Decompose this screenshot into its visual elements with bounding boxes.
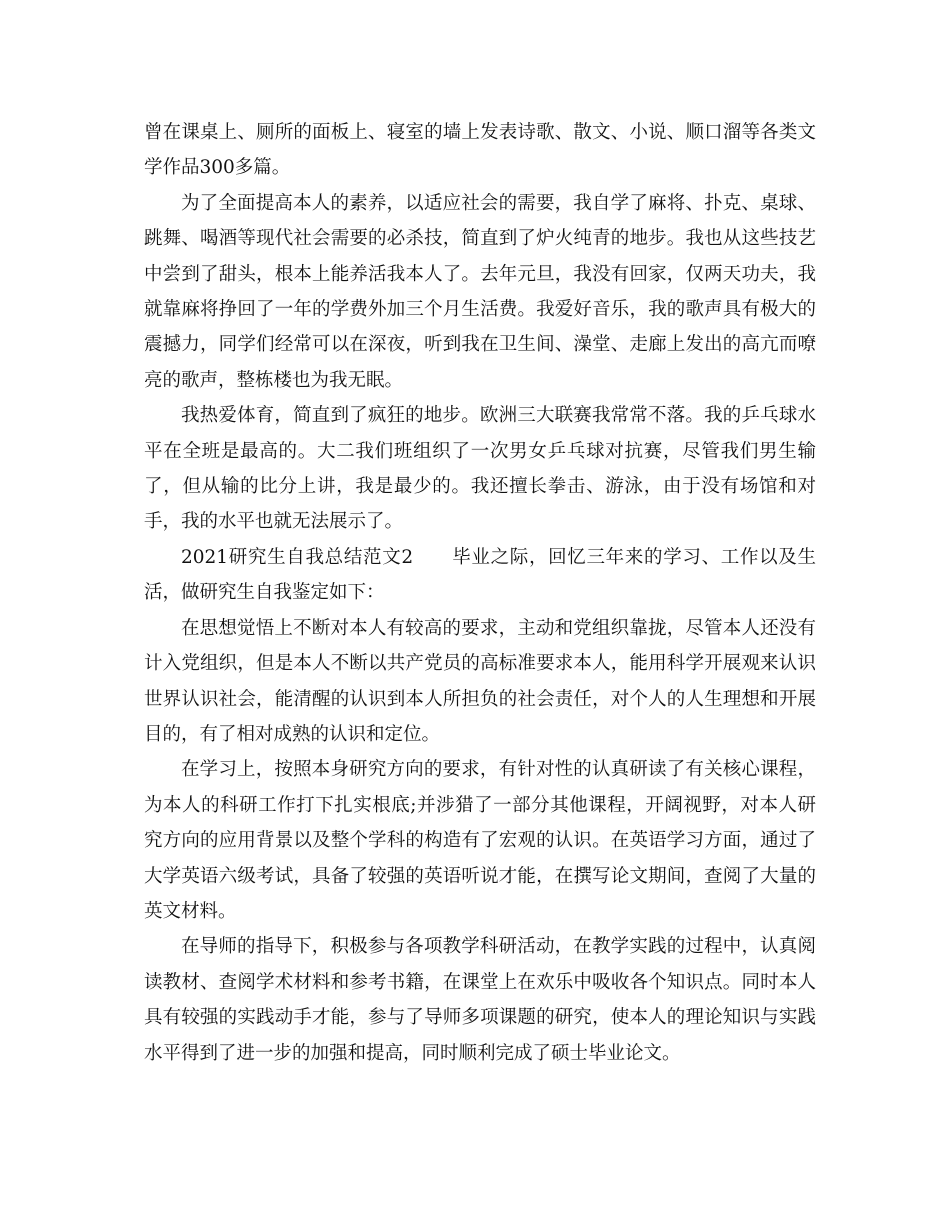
paragraph-5: 在思想觉悟上不断对本人有较高的要求，主动和党组织靠拢，尽管本人还没有计入党组织，但是本人不断以共产党员的高标准要求本人，能用科学开展观来认识世界认识社会，能清醒的认识到本人所担负的社会责任，对个人的人生理想和开展目的，有了相对成熟的认识和定位。	[144, 617, 816, 745]
document-body	[144, 115, 816, 1071]
paragraph-2: 为了全面提高本人的素养，以适应社会的需要，我自学了麻将、扑克、桌球、跳舞、喝酒等现代社会需要的必杀技，简直到了炉火纯青的地步。我也从这些技艺中尝到了甜头，根本上能养活我本人了。去年元旦，我没有回家，仅两天功夫，我就靠麻将挣回了一年的学费外加三个月生活费。我爱好音乐，我的歌声具有极大的震撼力，同学们经常可以在深夜，听到我在卫生间、澡堂、走廊上发出的高亢而嘹亮的歌声，整栋楼也为我无眠。	[144, 192, 816, 391]
paragraph-7: 在导师的指导下，积极参与各项教学科研活动，在教学实践的过程中，认真阅读教材、查阅学术材料和参考书籍，在课堂上在欢乐中吸收各个知识点。同时本人具有较强的实践动手才能，参与了导师多项课题的研究，使本人的理论知识与实践水平得到了进一步的加强和提高，同时顺利完成了硕士毕业论文。	[144, 936, 816, 1064]
paragraph-4: 2021研究生自我总结范文2 毕业之际，回忆三年来的学习、工作以及生活，做研究生自我鉴定如下：	[144, 546, 816, 604]
paragraph-1: 曾在课桌上、厕所的面板上、寝室的墙上发表诗歌、散文、小说、顺口溜等各类文学作品300多篇。	[144, 122, 816, 179]
paragraph-3: 我热爱体育，简直到了疯狂的地步。欧洲三大联赛我常常不落。我的乒乓球水平在全班是最高的。大二我们班组织了一次男女乒乓球对抗赛，尽管我们男生输了，但从输的比分上讲，我是最少的。我还擅长拳击、游泳，由于没有场馆和对手，我的水平也就无法展示了。	[144, 405, 816, 533]
paragraph-6: 在学习上，按照本身研究方向的要求，有针对性的认真研读了有关核心课程，为本人的科研工作打下扎实根底;并涉猎了一部分其他课程，开阔视野，对本人研究方向的应用背景以及整个学科的构造有了宏观的认识。在英语学习方面，通过了大学英语六级考试，具备了较强的英语听说才能，在撰写论文期间，查阅了大量的英文材料。	[144, 759, 816, 922]
